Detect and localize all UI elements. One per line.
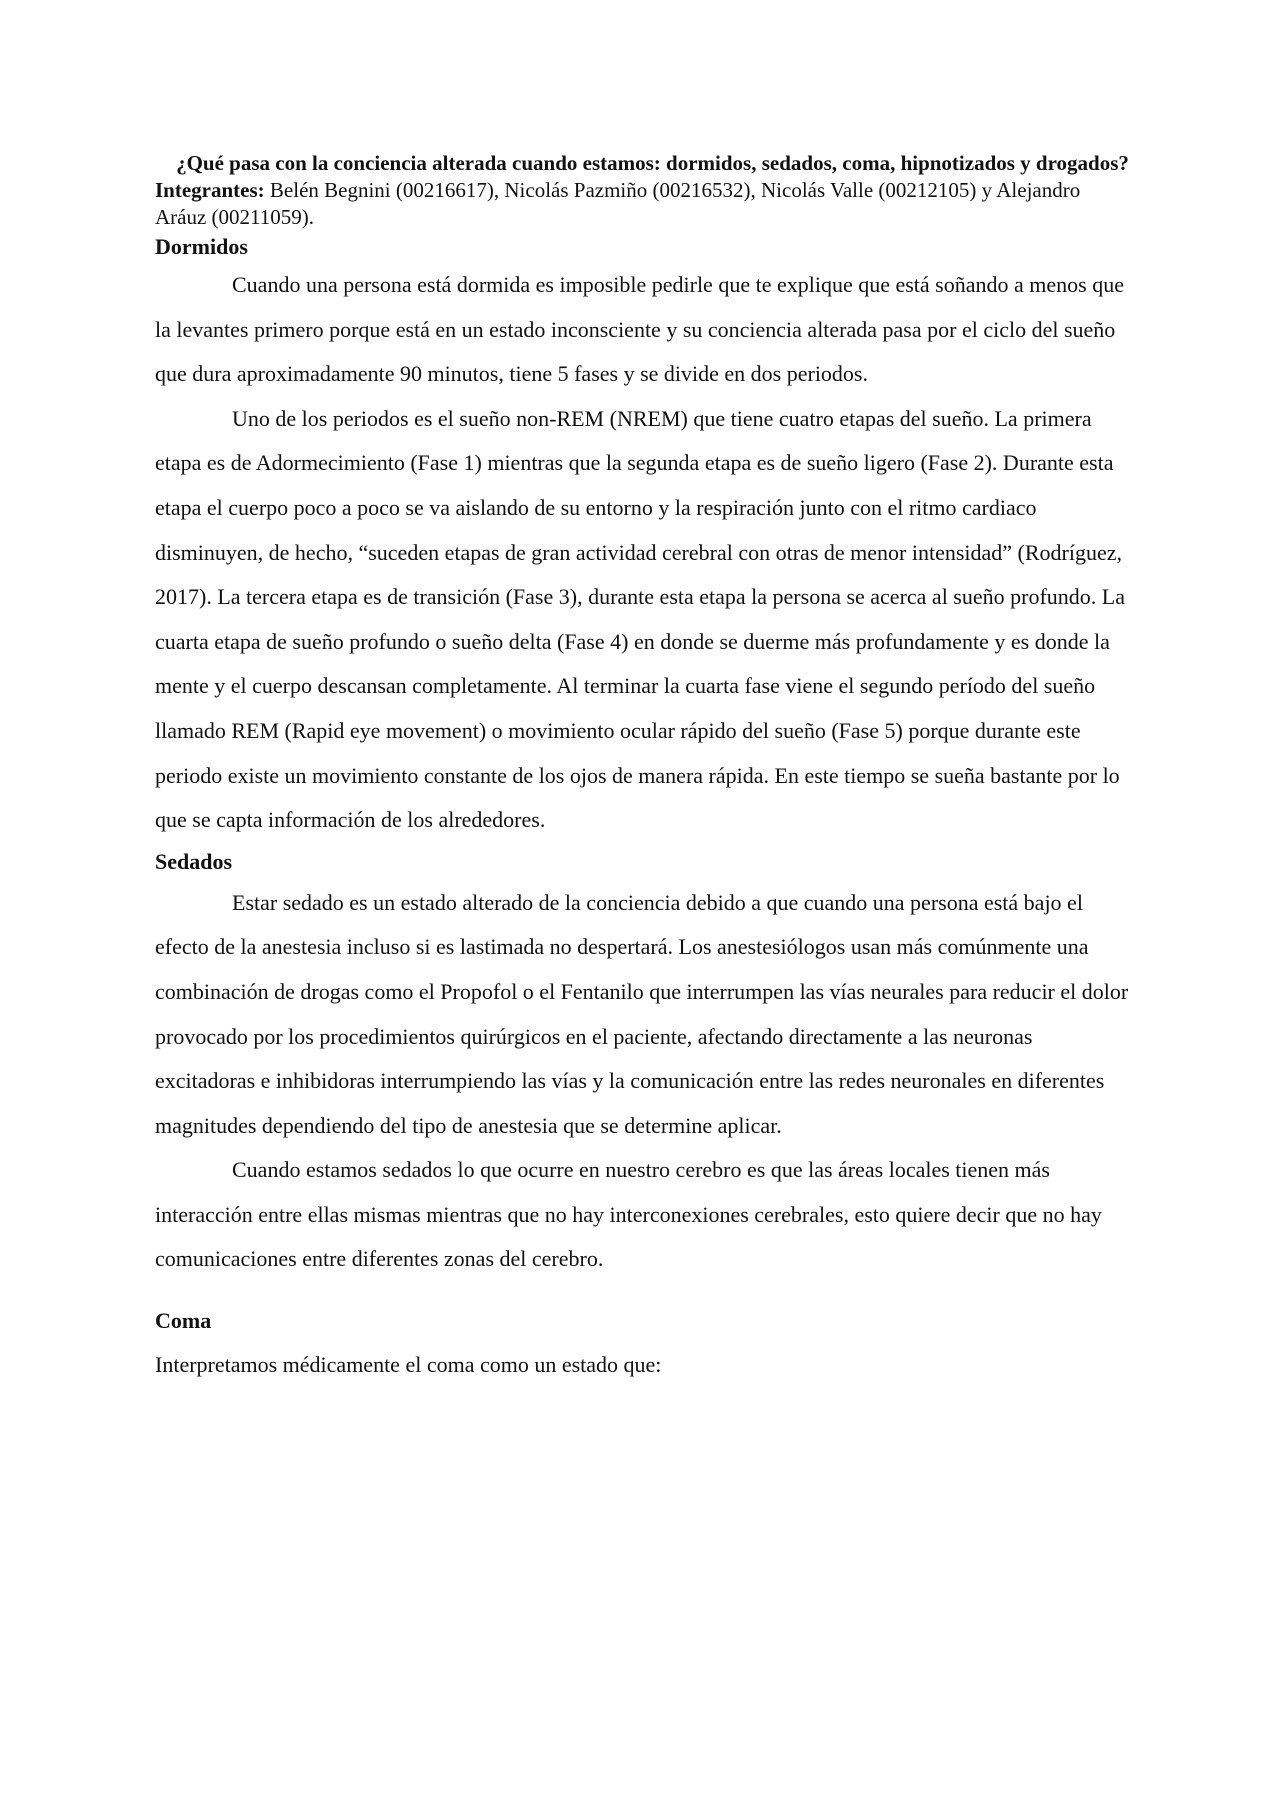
paragraph-coma-intro: Interpretamos médicamente el coma como un estado que: xyxy=(155,1352,662,1378)
authors-label: Integrantes: xyxy=(155,178,265,202)
paragraph-dormidos-1: Cuando una persona está dormida es imposible pedirle que te explique que está soñando a menos que la levantes primero porque está en un estado inconsciente y su conciencia alterada pasa por el ciclo del sueño que dura aproximadamente 90 minutos, tiene 5 fases y se divide en dos periodos. xyxy=(155,272,1124,387)
section-heading-dormidos: Dormidos xyxy=(155,234,248,259)
paragraph-sedados-2: Cuando estamos sedados lo que ocurre en nuestro cerebro es que las áreas locales tienen más interacción entre ellas mismas mientras que no hay interconexiones cerebrales, esto quiere decir que no hay comunicaciones entre diferentes zonas del cerebro. xyxy=(155,1157,1102,1272)
document-page xyxy=(155,150,1130,1380)
paragraph-dormidos-2: Uno de los periodos es el sueño non-REM (NREM) que tiene cuatro etapas del sueño. La primera etapa es de Adormecimiento (Fase 1) mientras que la segunda etapa es de sueño ligero (Fase 2). Durante esta etapa el cuerpo poco a poco se va aislando de su entorno y la respiración junto con el ritmo cardiaco disminuyen, de hecho, “suceden etapas de gran actividad cerebral con otras de menor intensidad” (Rodríguez, 2017). La tercera etapa es de transición (Fase 3), durante esta etapa la persona se acerca al sueño profundo. La cuarta etapa de sueño profundo o sueño delta (Fase 4) en donde se duerme más profundamente y es donde la mente y el cuerpo descansan completamente. Al terminar la cuarta fase viene el segundo período del sueño llamado REM (Rapid eye movement) o movimiento ocular rápido del sueño (Fase 5) porque durante este periodo existe un movimiento constante de los ojos de manera rápida. En este tiempo se sueña bastante por lo que se capta información de los alrededores. xyxy=(155,405,1125,833)
authors-line xyxy=(155,177,1130,231)
authors-names: Belén Begnini (00216617), Nicolás Pazmiño (00216532), Nicolás Valle (00212105) y Alejandro Aráuz (00211059). xyxy=(155,178,1081,229)
paragraph-sedados-1: Estar sedado es un estado alterado de la conciencia debido a que cuando una persona está bajo el efecto de la anestesia incluso si es lastimada no despertará. Los anestesiólogos usan más comúnmente una combinación de drogas como el Propofol o el Fentanilo que interrumpen las vías neurales para reducir el dolor provocado por los procedimientos quirúrgicos en el paciente, afectando directamente a las neuronas excitadoras e inhibidoras interrumpiendo las vías y la comunicación entre las redes neuronales en diferentes magnitudes dependiendo del tipo de anestesia que se determine aplicar. xyxy=(155,889,1129,1138)
section-heading-coma: Coma xyxy=(155,1308,212,1334)
section-heading-sedados: Sedados xyxy=(155,848,233,874)
document-title: ¿Qué pasa con la conciencia alterada cuando estamos: dormidos, sedados, coma, hipnotizados y drogados? xyxy=(176,151,1129,175)
